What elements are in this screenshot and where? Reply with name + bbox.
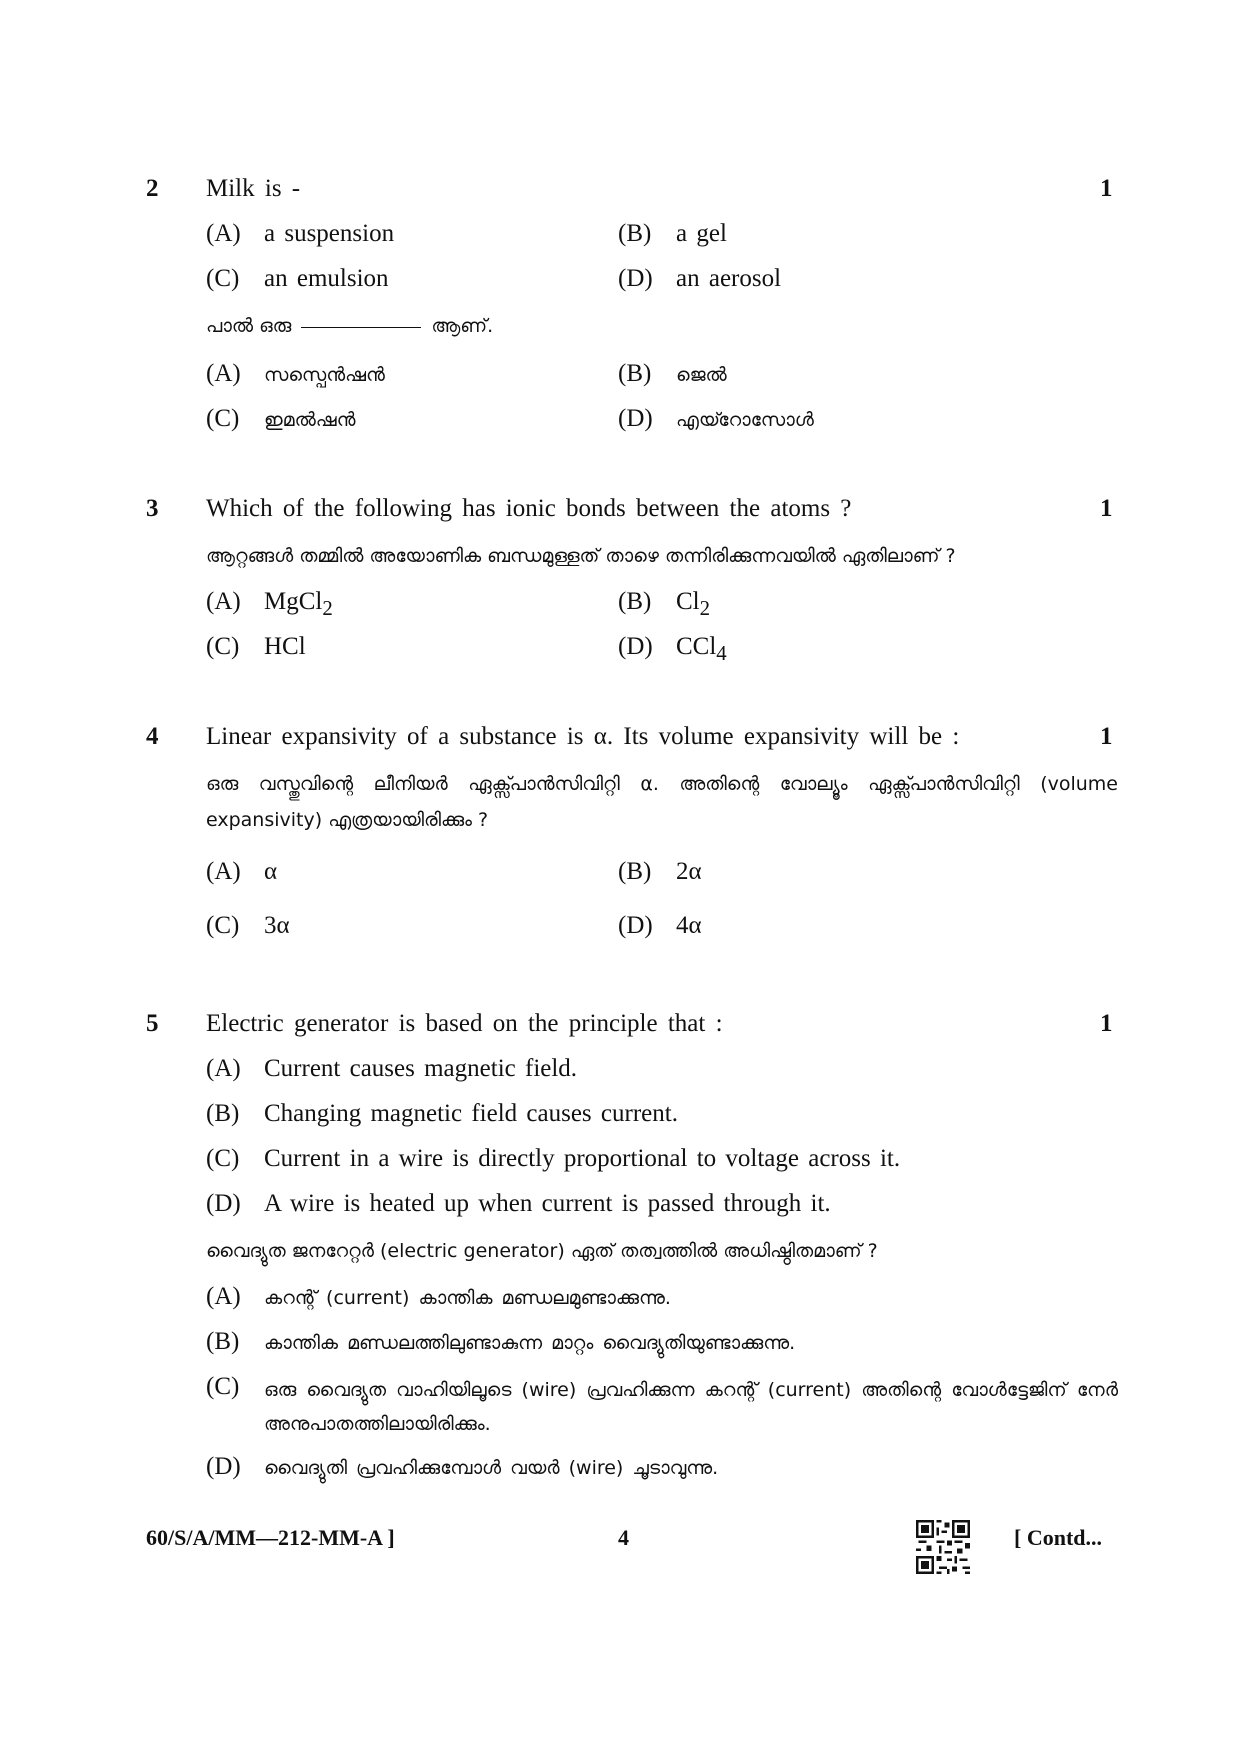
- option-text: വൈദ്യുതി പ്രവഹിക്കുമ്പോൾ വയർ (wire) ചൂടാവുന്നു.: [264, 1457, 719, 1479]
- option-label: (C): [206, 912, 240, 939]
- question-number: 2: [146, 175, 159, 202]
- question-text-en: Electric generator is based on the principle that :: [206, 1010, 723, 1037]
- formula: CCl: [676, 633, 717, 660]
- question-marks: 1: [1100, 1010, 1113, 1037]
- option-text: 3α: [264, 912, 290, 939]
- option: [618, 633, 727, 666]
- question-marks: 1: [1100, 175, 1113, 202]
- option-en: [206, 1145, 900, 1173]
- option-text: കറന്റ് (current) കാന്തിക മണ്ഡലമുണ്ടാക്കുന്നു.: [264, 1287, 671, 1309]
- option: [618, 912, 702, 940]
- option-text: α: [264, 858, 278, 885]
- option-en: [206, 265, 389, 293]
- option-label: (D): [618, 405, 653, 432]
- option: [206, 858, 277, 886]
- option-text: an aerosol: [676, 265, 782, 292]
- option-label: (D): [618, 265, 653, 292]
- option-ml: [618, 360, 727, 388]
- option-text: a gel: [676, 220, 727, 247]
- option: [206, 633, 306, 666]
- formula: MgCl: [264, 588, 323, 615]
- option-label: (A): [206, 858, 241, 885]
- option-label: (B): [618, 220, 652, 247]
- question-text-ml: ഒരു വസ്തുവിന്റെ ലീനിയർ ഏക്സ്പാൻസിവിറ്റി α. അതിന്റെ വോല്യൂം ഏക്സ്പാൻസിവിറ്റി (volume expansivity) എത്രയായിരിക്കും ?: [206, 773, 1118, 831]
- qr-code-icon: [916, 1520, 970, 1574]
- option-label: (A): [206, 1055, 241, 1082]
- option-label: (B): [618, 360, 652, 387]
- formula-subscript: 4: [716, 641, 727, 665]
- option-text: സസ്പെൻഷൻ: [264, 364, 385, 386]
- question-text-ml: ആറ്റങ്ങൾ തമ്മിൽ അയോണിക ബന്ധമുള്ളത് താഴെ തന്നിരിക്കുന്നവയിൽ ഏതിലാണ് ?: [206, 545, 956, 567]
- formula-subscript: 2: [322, 596, 333, 620]
- option-ml: [206, 1283, 671, 1311]
- option-text: 2α: [676, 858, 702, 885]
- option-en: [618, 265, 781, 293]
- question-text-ml-prefix: പാൽ ഒരു: [206, 315, 292, 337]
- option-label: (D): [206, 1453, 241, 1480]
- question-number: 4: [146, 723, 159, 750]
- option-text: Current causes magnetic field.: [264, 1055, 578, 1082]
- option-label: (C): [206, 1145, 240, 1172]
- option-label: (D): [206, 1190, 241, 1217]
- option-label: (B): [618, 858, 652, 885]
- option: [206, 912, 290, 940]
- continued-label: [ Contd...: [1014, 1525, 1103, 1550]
- option-ml: [206, 360, 385, 388]
- question-number: 3: [146, 495, 159, 522]
- question-text-en: Which of the following has ionic bonds between the atoms ?: [206, 495, 852, 522]
- question-text-ml: വൈദ്യുത ജനറേറ്റർ (electric generator) ഏത് തത്വത്തിൽ അധിഷ്ഠിതമാണ് ?: [206, 1240, 878, 1262]
- option-text: എയ്റോസോൾ: [676, 409, 814, 431]
- question-marks: 1: [1100, 495, 1113, 522]
- option-text: Changing magnetic field causes current.: [264, 1100, 678, 1127]
- formula: HCl: [264, 633, 306, 660]
- option-text: ജെൽ: [676, 364, 727, 386]
- option-label: (A): [206, 1283, 241, 1310]
- question-text-en: Milk is -: [206, 175, 301, 202]
- question-number: 5: [146, 1010, 159, 1037]
- option-label: (B): [206, 1328, 240, 1355]
- option-label: (D): [618, 633, 653, 660]
- question-marks: 1: [1100, 723, 1113, 750]
- option-label: (B): [206, 1100, 240, 1127]
- option-text: A wire is heated up when current is passed through it.: [264, 1190, 831, 1217]
- question-text-ml-suffix: ആണ്.: [431, 315, 494, 337]
- option-en: [206, 1100, 678, 1128]
- option-en: [206, 1055, 577, 1083]
- option-label: (A): [206, 360, 241, 387]
- option-text: ഒരു വൈദ്യുത വാഹിയിലൂടെ (wire) പ്രവഹിക്കുന്ന കറന്റ് (current) അതിന്റെ വോൾട്ടേജിന് നേർ അനുപാതത്തിലായിരിക്കും.: [264, 1379, 1118, 1435]
- option-label: (C): [206, 405, 240, 432]
- formula: Cl: [676, 588, 700, 615]
- option-text: an emulsion: [264, 265, 389, 292]
- option-text: a suspension: [264, 220, 395, 247]
- option-label: (D): [618, 912, 653, 939]
- option-text: കാന്തിക മണ്ഡലത്തിലുണ്ടാകുന്ന മാറ്റം വൈദ്യുതിയുണ്ടാക്കുന്നു.: [264, 1332, 796, 1354]
- option-label: (A): [206, 588, 241, 615]
- option-ml: [206, 1453, 718, 1481]
- option-text: 4α: [676, 912, 702, 939]
- option-label: (B): [618, 588, 652, 615]
- formula-subscript: 2: [699, 596, 711, 620]
- option-text: Current in a wire is directly proportional to voltage across it.: [264, 1145, 901, 1172]
- option-en: [618, 220, 727, 248]
- fill-in-blank: [301, 327, 421, 328]
- option-ml: [206, 1373, 1118, 1441]
- question-text-ml: [206, 315, 493, 337]
- option: [618, 858, 702, 886]
- option-label: (C): [206, 1373, 240, 1400]
- option-text: ഇമൽഷൻ: [264, 409, 356, 431]
- option-ml: [618, 405, 814, 433]
- question-text-en: Linear expansivity of a substance is α. Its volume expansivity will be :: [206, 723, 960, 750]
- option-label: (A): [206, 220, 241, 247]
- option: [206, 588, 333, 621]
- option-label: (C): [206, 265, 240, 292]
- option-ml: [206, 1328, 795, 1356]
- option-ml: [206, 405, 356, 433]
- option-en: [206, 220, 394, 248]
- page-number: 4: [618, 1525, 629, 1550]
- paper-code: 60/S/A/MM—212-MM-A ]: [146, 1525, 395, 1550]
- option-en: [206, 1190, 831, 1218]
- option-label: (C): [206, 633, 240, 660]
- option: [618, 588, 710, 621]
